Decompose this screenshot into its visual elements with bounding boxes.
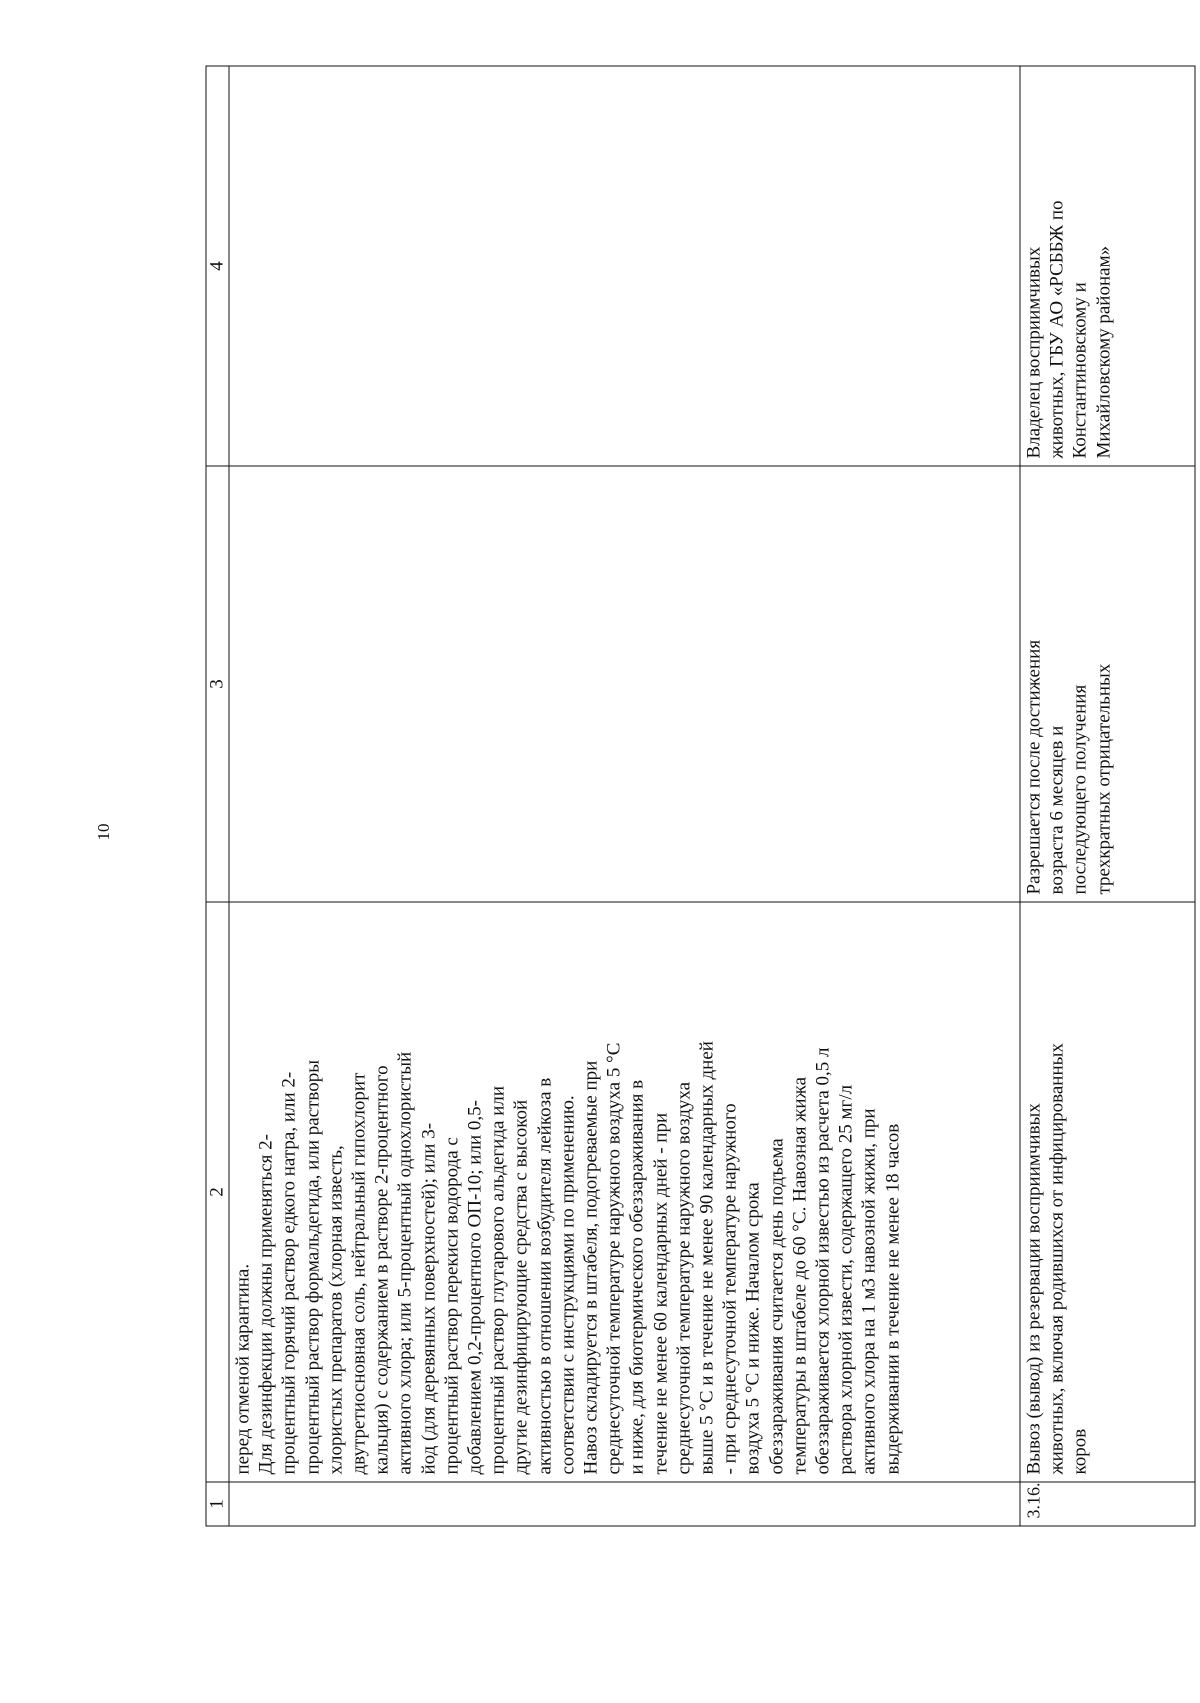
row-number-cell: 3.16.: [1020, 1482, 1195, 1526]
responsible-line: Михайловскому районам»: [1093, 245, 1115, 459]
description-line: обеззараживания считается день подъема: [766, 1138, 788, 1475]
description-line: течение не менее 60 календарных дней - при: [650, 1112, 672, 1475]
description-line: процентный раствор перекиси водорода с: [441, 1137, 463, 1475]
header-cell-col2: 2: [206, 902, 229, 1482]
description-line: активностью в отношении возбудителя лейкоза в: [534, 1077, 556, 1475]
table-header-row: [206, 66, 229, 1526]
description-line: кальция) с содержанием в растворе 2-процентного: [371, 1065, 393, 1475]
table-row-3-16: [1020, 66, 1195, 1526]
row-responsible-cell: [1020, 66, 1195, 466]
description-line: - при среднесуточной температуре наружного: [719, 1103, 741, 1475]
condition-line: возраста 6 месяцев и: [1046, 725, 1068, 895]
responsible-line: животных, ГБУ АО «РСББЖ по: [1046, 200, 1068, 459]
description-line: среднесуточной температуре наружного воздуха 5 °С: [603, 1042, 625, 1475]
responsible-line: Константиновскому и: [1069, 282, 1091, 459]
description-line: и ниже, для биотермического обеззараживания в: [626, 1079, 648, 1475]
description-line: выдерживании в течение не менее 18 часов: [882, 1123, 904, 1475]
description-line: активного хлора; или 5-процентный однохлористый: [394, 1051, 416, 1475]
row-condition-cell: [1020, 466, 1195, 902]
description-line: выше 5 °С и в течение не менее 90 календарных дней: [696, 1041, 718, 1475]
continuation-condition-cell: [229, 466, 1020, 902]
description-line: среднесуточной температуре наружного воздуха: [673, 1081, 695, 1475]
responsible-line: Владелец восприимчивых: [1023, 246, 1045, 459]
description-line: процентный раствор глутарового альдегида или: [487, 1085, 509, 1475]
description-line: процентный раствор формальдегида, или растворы: [302, 1059, 324, 1475]
continuation-responsible-cell: [229, 66, 1020, 466]
measures-table: [206, 66, 1196, 1527]
header-cell-col3: 3: [206, 466, 229, 902]
description-line: другие дезинфицирующие средства с высокой: [510, 1099, 532, 1475]
description-line: Вывоз (вывод) из резервации восприимчивых: [1023, 1103, 1045, 1475]
description-line: добавлением 0,2-процентного ОП-10; или 0,5-: [464, 1100, 486, 1475]
description-line: перед отменой карантина.: [232, 1263, 254, 1475]
description-line: коров: [1069, 1428, 1091, 1475]
description-line: процентный горячий раствор едкого натра, или 2-: [278, 1071, 300, 1475]
description-line: Навоз складируется в штабеля, подогреваемые при: [580, 1060, 602, 1475]
continuation-number-cell: [229, 1482, 1020, 1526]
description-line: обеззараживается хлорной известью из расчета 0,5 л: [812, 1047, 834, 1475]
description-line: Для дезинфекции должны применяться 2-: [255, 1134, 277, 1475]
description-line: воздуха 5 °С и ниже. Началом срока: [742, 1182, 764, 1475]
condition-line: последующего получения: [1069, 684, 1091, 895]
header-cell-col4: 4: [206, 66, 229, 466]
header-cell-col1: 1: [206, 1482, 229, 1526]
description-line: двутретиосновная соль, нейтральный гипохлорит: [348, 1072, 370, 1475]
table-row-continuation: [229, 66, 1020, 1526]
continuation-description-cell: [229, 902, 1020, 1482]
row-description-cell: [1020, 902, 1195, 1482]
description-line: хлористых препаратов (хлорная известь,: [325, 1145, 347, 1475]
description-line: раствора хлорной извести, содержащего 25 мг/л: [835, 1084, 857, 1475]
description-line: соответствии с инструкциями по применению.: [557, 1095, 579, 1475]
description-line: температуры в штабеле до 60 °С. Навозная жижа: [789, 1076, 811, 1475]
condition-line: трехкратных отрицательных: [1093, 663, 1115, 895]
condition-line: Разрешается после достижения: [1023, 639, 1045, 895]
description-line: животных, включая родившихся от инфицированных: [1046, 1043, 1068, 1475]
description-line: йод (для деревянных поверхностей); или 3-: [418, 1122, 440, 1475]
description-line: активного хлора на 1 м3 навозной жижи, при: [858, 1108, 880, 1475]
page-number: 10: [94, 823, 113, 841]
